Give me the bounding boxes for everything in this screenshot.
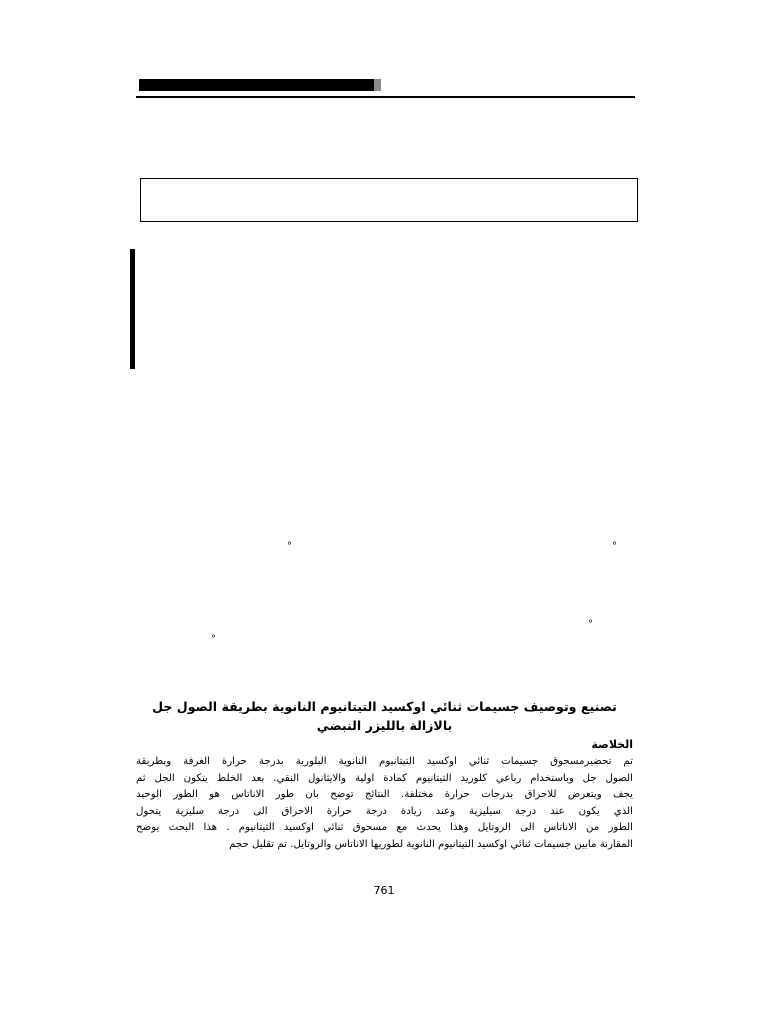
degree-symbol: ° xyxy=(612,541,617,552)
abstract-body xyxy=(136,754,633,854)
header-rule xyxy=(136,96,635,98)
article-title: تصنيع وتوصيف جسيمات ثنائي اوكسيد التيتانيوم النانوية بطريقة الصول جل بالازالة بالليزر النبضي xyxy=(152,699,617,733)
degree-symbol: ° xyxy=(211,634,216,645)
abstract-line: يجف ويتعرض للاحراق بدرجات حرارة مختلفة. النتائج توضح بان طور الاناتاس هو الطور الوحيد xyxy=(136,789,633,801)
abstract-heading: الخلاصة xyxy=(591,738,633,751)
header-bar xyxy=(139,79,374,91)
margin-bar xyxy=(130,249,135,369)
empty-frame xyxy=(140,178,638,222)
header-bar-accent xyxy=(374,79,381,91)
abstract-line: الطور من الاناتاس الى الروتايل وهذا يحدث مع مسحوق ثنائي اوكسيد التيتانيوم . هذا البحث يوضح xyxy=(136,822,633,834)
abstract-line: الصول جل وباستخدام رباعي كلوريد التيتانيوم كمادة اولية والايثانول النقي. بعد الخلط يتكون الجل ثم xyxy=(136,772,633,784)
abstract-line: المقارنة مابين جسيمات ثنائي اوكسيد التيتانيوم النانوية لطوريها الاناتاس والروتايل. تم تقليل حجم xyxy=(229,838,633,850)
abstract-line: الذي يكون عند درجة سيليزية وعند زيادة درجة حرارة الاحراق الى درجة سليزية يتحول xyxy=(136,805,633,817)
degree-symbol: ° xyxy=(287,541,292,552)
abstract-line: تم تحضيرمسحوق جسيمات ثنائي اوكسيد التيتانيوم النانوية البلورية بدرجة حرارة الغرفة وبطريقة xyxy=(136,756,633,767)
degree-symbol: ° xyxy=(588,619,593,630)
page-number: 761 xyxy=(373,884,395,897)
